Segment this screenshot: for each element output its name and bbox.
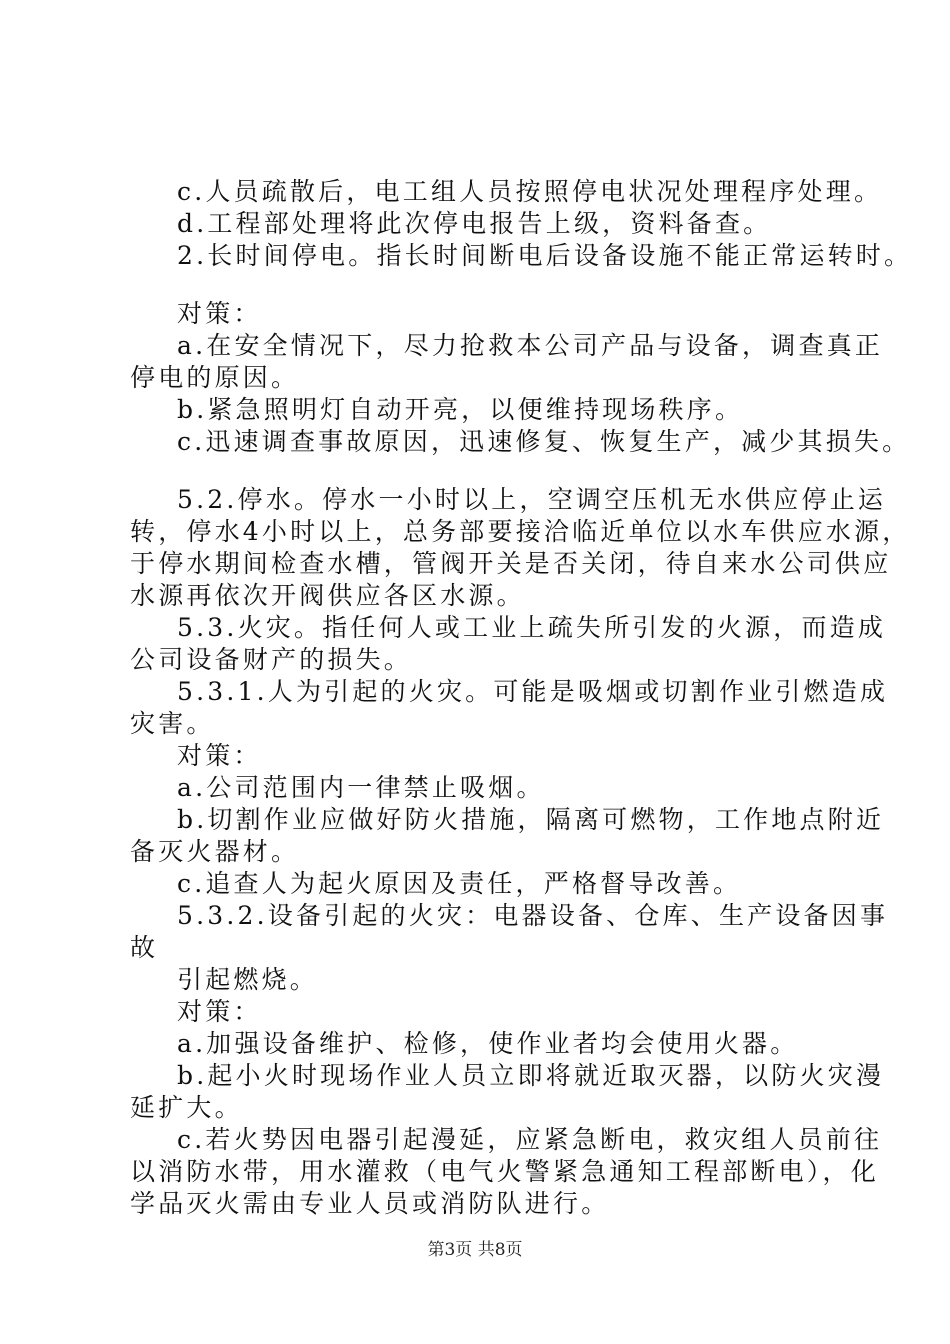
text-line: 备灭火器材。: [130, 837, 300, 866]
text-line: c.迅速调查事故原因，迅速修复、恢复生产，减少其损失。: [177, 427, 911, 456]
text-line: 灾害。: [130, 709, 215, 738]
text-line: 停电的原因。: [130, 363, 300, 392]
text-line: 5.3.2.设备引起的火灾：电器设备、仓库、生产设备因事: [177, 901, 889, 930]
text-line: 以消防水带，用水灌救（电气火警紧急通知工程部断电），化: [130, 1157, 879, 1186]
text-line: a.在安全情况下，尽力抢救本公司产品与设备，调查真正: [177, 331, 884, 360]
text-line: 故: [130, 933, 159, 962]
text-line: 对策：: [177, 741, 262, 770]
text-line: 于停水期间检查水槽，管阀开关是否关闭，待自来水公司供应: [130, 549, 892, 578]
text-line: 学品灭火需由专业人员或消防队进行。: [130, 1189, 610, 1218]
text-line: 水源再依次开阀供应各区水源。: [130, 581, 525, 610]
text-line: 公司设备财产的损失。: [130, 645, 413, 674]
text-line: 转，停水4小时以上，总务部要接洽临近单位以水车供应水源，: [130, 517, 911, 546]
text-line: a.加强设备维护、检修，使作业者均会使用火器。: [177, 1029, 799, 1058]
text-line: 对策：: [177, 997, 262, 1026]
text-line: b.起小火时现场作业人员立即将就近取灭器，以防火灾漫: [177, 1061, 885, 1090]
text-line: 对策：: [177, 299, 262, 328]
text-line: c.若火势因电器引起漫延，应紧急断电，救灾组人员前往: [177, 1125, 883, 1154]
text-line: b.紧急照明灯自动开亮，以便维持现场秩序。: [177, 395, 744, 424]
text-line: b.切割作业应做好防火措施，隔离可燃物，工作地点附近: [177, 805, 885, 834]
text-line: a.公司范围内一律禁止吸烟。: [177, 773, 545, 802]
text-line: 2.长时间停电。指长时间断电后设备设施不能正常运转时。: [177, 241, 913, 270]
text-line: 引起燃烧。: [177, 965, 319, 994]
text-line: c.人员疏散后，电工组人员按照停电状况处理程序处理。: [177, 177, 883, 206]
text-line: d.工程部处理将此次停电报告上级，资料备查。: [177, 209, 772, 238]
text-line: 5.2.停水。停水一小时以上，空调空压机无水供应停止运: [177, 485, 887, 514]
page-number-footer: 第3页 共8页: [427, 1240, 523, 1260]
text-line: c.追查人为起火原因及责任，严格督导改善。: [177, 869, 742, 898]
text-line: 5.3.火灾。指任何人或工业上疏失所引发的火源，而造成: [177, 613, 887, 642]
text-line: 延扩大。: [130, 1093, 243, 1122]
text-line: 5.3.1.人为引起的火灾。可能是吸烟或切割作业引燃造成: [177, 677, 889, 706]
